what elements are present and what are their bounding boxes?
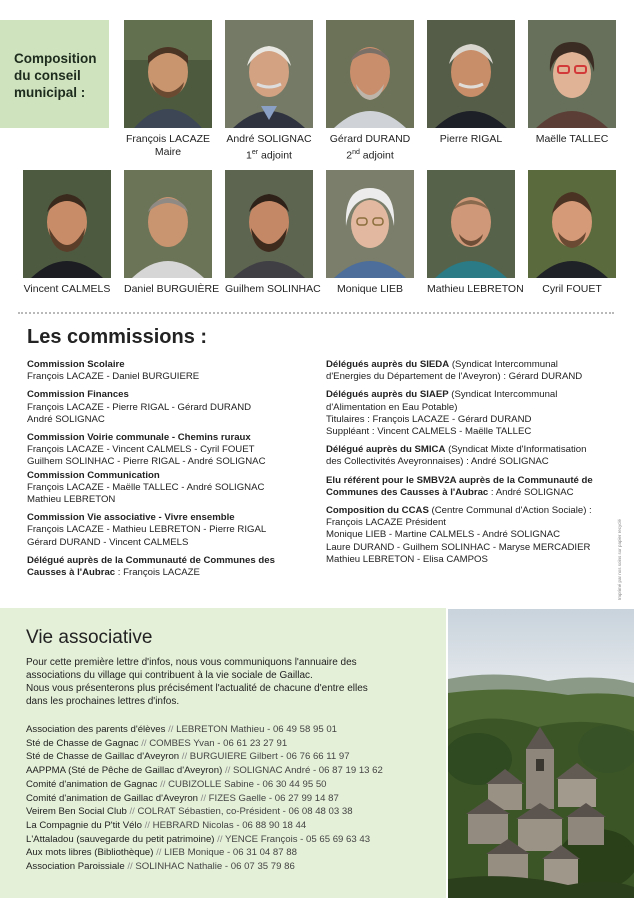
associations-intro [26, 656, 438, 708]
member-name: Pierre RIGAL [439, 133, 503, 145]
association-row [26, 723, 442, 737]
delegate-heading-bold: Communes des Causses à l'Aubrac [326, 486, 489, 498]
delegate-line: d'Alimentation en Eau Potable) [326, 401, 458, 413]
commission-heading: Causses à l'Aubrac [27, 567, 116, 579]
member-photo [23, 170, 111, 278]
council-member [124, 20, 212, 159]
delegate-heading-rest: (Syndicat Intercommunal [448, 389, 558, 401]
member-name: André SOLIGNAC [226, 133, 312, 145]
commission-heading: Commission Vie associative - Vivre ensemble [27, 512, 235, 524]
council-member [23, 170, 111, 296]
role-text: adjoint [359, 149, 394, 162]
commission-entry [27, 555, 317, 579]
role-suffix: nd [352, 149, 360, 156]
member-photo [427, 170, 515, 278]
commission-heading: Commission Voirie communale - Chemins ruraux [27, 432, 251, 444]
commission-entry [27, 512, 317, 549]
commission-members: Gérard DURAND - Vincent CALMELS [27, 536, 189, 548]
member-name: Daniel BURGUIÈRE [124, 283, 220, 295]
delegate-entry [326, 359, 614, 383]
delegate-line: Monique LIEB - Martine CALMELS - André SOLIGNAC [326, 529, 561, 541]
association-contact: COLRAT Sébastien, co-Président - 06 08 48 03 38 [137, 806, 353, 818]
council-member [528, 170, 616, 296]
council-title-box [0, 20, 109, 128]
council-member [326, 20, 414, 163]
association-contact: YENCE François - 05 65 69 63 43 [225, 833, 371, 845]
council-member [225, 170, 321, 296]
delegate-heading: Elu référent pour le SMBV2A auprès de la Communauté de [326, 474, 593, 486]
delegate-line: Mathieu LEBRETON - Elisa CAMPOS [326, 553, 488, 565]
separator: // [126, 806, 138, 818]
separator: // [214, 833, 225, 845]
association-row [26, 819, 442, 833]
commission-heading: Commission Scolaire [27, 359, 125, 370]
village-photo [448, 609, 634, 898]
delegate-entry [326, 444, 614, 468]
association-contact: SOLIGNAC André - 06 87 19 13 62 [232, 765, 383, 777]
commission-heading: Délégué auprès de la Communauté de Communes des [27, 554, 275, 566]
delegate-heading-bold: Composition du CCAS [326, 505, 429, 517]
member-photo [326, 170, 414, 278]
commissions-right-column [326, 359, 614, 572]
print-note: Imprimé par nos soins sur papier recyclé [617, 518, 622, 600]
member-photo [124, 20, 212, 128]
association-contact: LEBRETON Mathieu - 06 49 58 95 01 [176, 724, 337, 735]
commission-members: François LACAZE - Pierre RIGAL - Gérard DURAND [27, 401, 252, 413]
role-number: 1 [246, 149, 252, 162]
separator: // [222, 765, 233, 777]
association-contact: HEBRARD Nicolas - 06 88 90 18 44 [152, 819, 307, 831]
association-name: La Compagnie du P'tit Vélo [26, 819, 142, 831]
commission-heading: Commission Finances [27, 389, 129, 401]
associations-list [26, 723, 442, 874]
delegate-heading-rest: (Syndicat Intercommunal [449, 359, 558, 370]
association-row [26, 750, 442, 764]
delegate-line [326, 487, 614, 499]
association-contact: LIEB Monique - 06 31 04 87 88 [164, 847, 297, 859]
intro-line: Pour cette première lettre d'infos, nous vous communiquons l'annuaire des [26, 657, 357, 668]
association-row [26, 778, 442, 792]
intro-line: Nous vous présenterons plus précisément l'actualité de chacune d'entre elles [26, 683, 368, 694]
delegate-heading [326, 359, 614, 371]
member-photo [225, 20, 313, 128]
member-photo [326, 20, 414, 128]
association-contact: CUBIZOLLE Sabine - 06 30 44 95 50 [168, 778, 327, 790]
commission-delegate: : François LACAZE [115, 567, 200, 579]
separator: // [153, 847, 165, 859]
delegate-heading [326, 389, 614, 401]
delegate-heading-bold: Délégué auprès du SMICA [326, 444, 446, 456]
commission-entry [27, 389, 317, 426]
commission-members: François LACAZE - Maëlle TALLEC - André SOLIGNAC [27, 481, 265, 493]
association-row [26, 764, 442, 778]
council-title-line: du conseil [14, 68, 81, 83]
council-member [326, 170, 414, 296]
role-suffix: er [251, 149, 259, 156]
member-role [225, 146, 313, 163]
delegate-heading [326, 444, 614, 456]
member-name: Cyril FOUET [542, 283, 602, 295]
separator: // [165, 724, 177, 735]
intro-line: associations du village qui contribuent à la vie sociale de Gaillac. [26, 670, 313, 681]
delegate-heading [326, 505, 614, 517]
association-name: Association des parents d'élèves [26, 724, 166, 735]
commissions-title: Les commissions : [27, 326, 208, 348]
separator: // [138, 737, 150, 749]
member-role: Maire [154, 146, 182, 158]
association-contact: SOLINHAC Nathalie - 06 07 35 79 86 [135, 861, 295, 873]
council-member [124, 170, 220, 296]
separator: // [198, 792, 209, 804]
member-photo [124, 170, 212, 278]
member-name: Vincent CALMELS [23, 283, 111, 295]
commission-members [27, 567, 317, 579]
association-name: Association Paroissiale [26, 861, 125, 873]
separator: // [124, 861, 136, 873]
separator: // [157, 778, 169, 790]
member-photo [528, 20, 616, 128]
association-name: Comité d'animation de Gagnac [26, 778, 158, 790]
council-member [528, 20, 616, 146]
association-row [26, 737, 442, 751]
association-name: Veirem Ben Social Club [26, 806, 127, 818]
member-name: Monique LIEB [337, 283, 403, 295]
delegate-heading-bold: Délégués auprès du SIEDA [326, 359, 450, 370]
association-name: L'Attaladou (sauvegarde du petit patrimoine) [26, 833, 215, 845]
member-photo [528, 170, 616, 278]
delegate-line: Titulaires : François LACAZE - Gérard DURAND [326, 413, 532, 425]
delegate-entry [326, 475, 614, 499]
delegate-line: Laure DURAND - Guilhem SOLINHAC - Maryse MERCADIER [326, 541, 591, 553]
associations-title: Vie associative [26, 627, 153, 648]
delegate-line: François LACAZE Président [326, 517, 446, 529]
council-title-line: Composition [14, 51, 97, 66]
commission-entry [27, 470, 317, 507]
delegate-heading-rest: : André SOLIGNAC [488, 486, 574, 498]
delegate-entry [326, 389, 614, 438]
member-name: Guilhem SOLINHAC [225, 283, 321, 295]
separator: // [179, 751, 190, 763]
intro-line: dans les prochaines lettres d'infos. [26, 696, 180, 707]
delegate-line: d'Energies du Département de l'Aveyron) : Gérard DURAND [326, 371, 583, 383]
commission-members: François LACAZE - Daniel BURGUIERE [27, 371, 200, 383]
delegate-heading-bold: Délégués auprès du SIAEP [326, 389, 449, 401]
association-row [26, 805, 442, 819]
member-name: Maëlle TALLEC [535, 133, 609, 145]
commission-heading: Commission Communication [27, 469, 160, 481]
commission-members: André SOLIGNAC [27, 413, 105, 425]
council-title-line: municipal : [14, 85, 86, 100]
association-contact: BURGUIERE Gilbert - 06 76 66 11 97 [189, 751, 350, 763]
association-name: Sté de Chasse de Gaillac d'Aveyron [26, 751, 180, 763]
delegate-entry [326, 505, 614, 566]
association-name: Sté de Chasse de Gagnac [26, 737, 139, 749]
commission-members: Mathieu LEBRETON [27, 494, 116, 506]
member-photo [427, 20, 515, 128]
association-row [26, 860, 442, 874]
role-number: 2 [346, 149, 353, 162]
delegate-heading-rest: (Syndicat Mixte d'Informatisation [445, 444, 587, 456]
commission-members: Guilhem SOLINHAC - Pierre RIGAL - André SOLIGNAC [27, 456, 266, 468]
section-divider [18, 312, 614, 314]
council-member [225, 20, 313, 163]
association-name: Aux mots libres (Bibliothèque) [26, 847, 154, 859]
role-text: adjoint [258, 149, 292, 162]
commissions-left-column [27, 359, 317, 585]
association-name: AAPPMA (Sté de Pêche de Gaillac d'Aveyron) [26, 765, 223, 777]
council-member [427, 170, 524, 296]
association-row [26, 846, 442, 860]
commission-entry [27, 432, 317, 469]
member-name: François LACAZE [125, 133, 211, 145]
association-row [26, 792, 442, 806]
association-contact: COMBES Yvan - 06 61 23 27 91 [149, 737, 288, 749]
member-name: Mathieu LEBRETON [427, 283, 524, 295]
association-name: Comité d'animation de Gaillac d'Aveyron [26, 792, 198, 804]
council-member [427, 20, 515, 146]
association-contact: FIZES Gaelle - 06 27 99 14 87 [208, 792, 339, 804]
commission-members: François LACAZE - Mathieu LEBRETON - Pierre RIGAL [27, 524, 267, 536]
delegate-line: Suppléant : Vincent CALMELS - Maëlle TALLEC [326, 426, 532, 438]
association-row [26, 833, 442, 847]
delegate-heading-rest: (Centre Communal d'Action Sociale) : [428, 505, 592, 517]
member-role [326, 146, 414, 163]
member-name: Gérard DURAND [329, 133, 411, 145]
commission-members: François LACAZE - Vincent CALMELS - Cyril FOUET [27, 444, 255, 456]
commission-entry [27, 359, 317, 383]
member-photo [225, 170, 313, 278]
delegate-line: des Collectivités Aveyronnaises) : André SOLIGNAC [326, 456, 549, 468]
separator: // [141, 819, 153, 831]
